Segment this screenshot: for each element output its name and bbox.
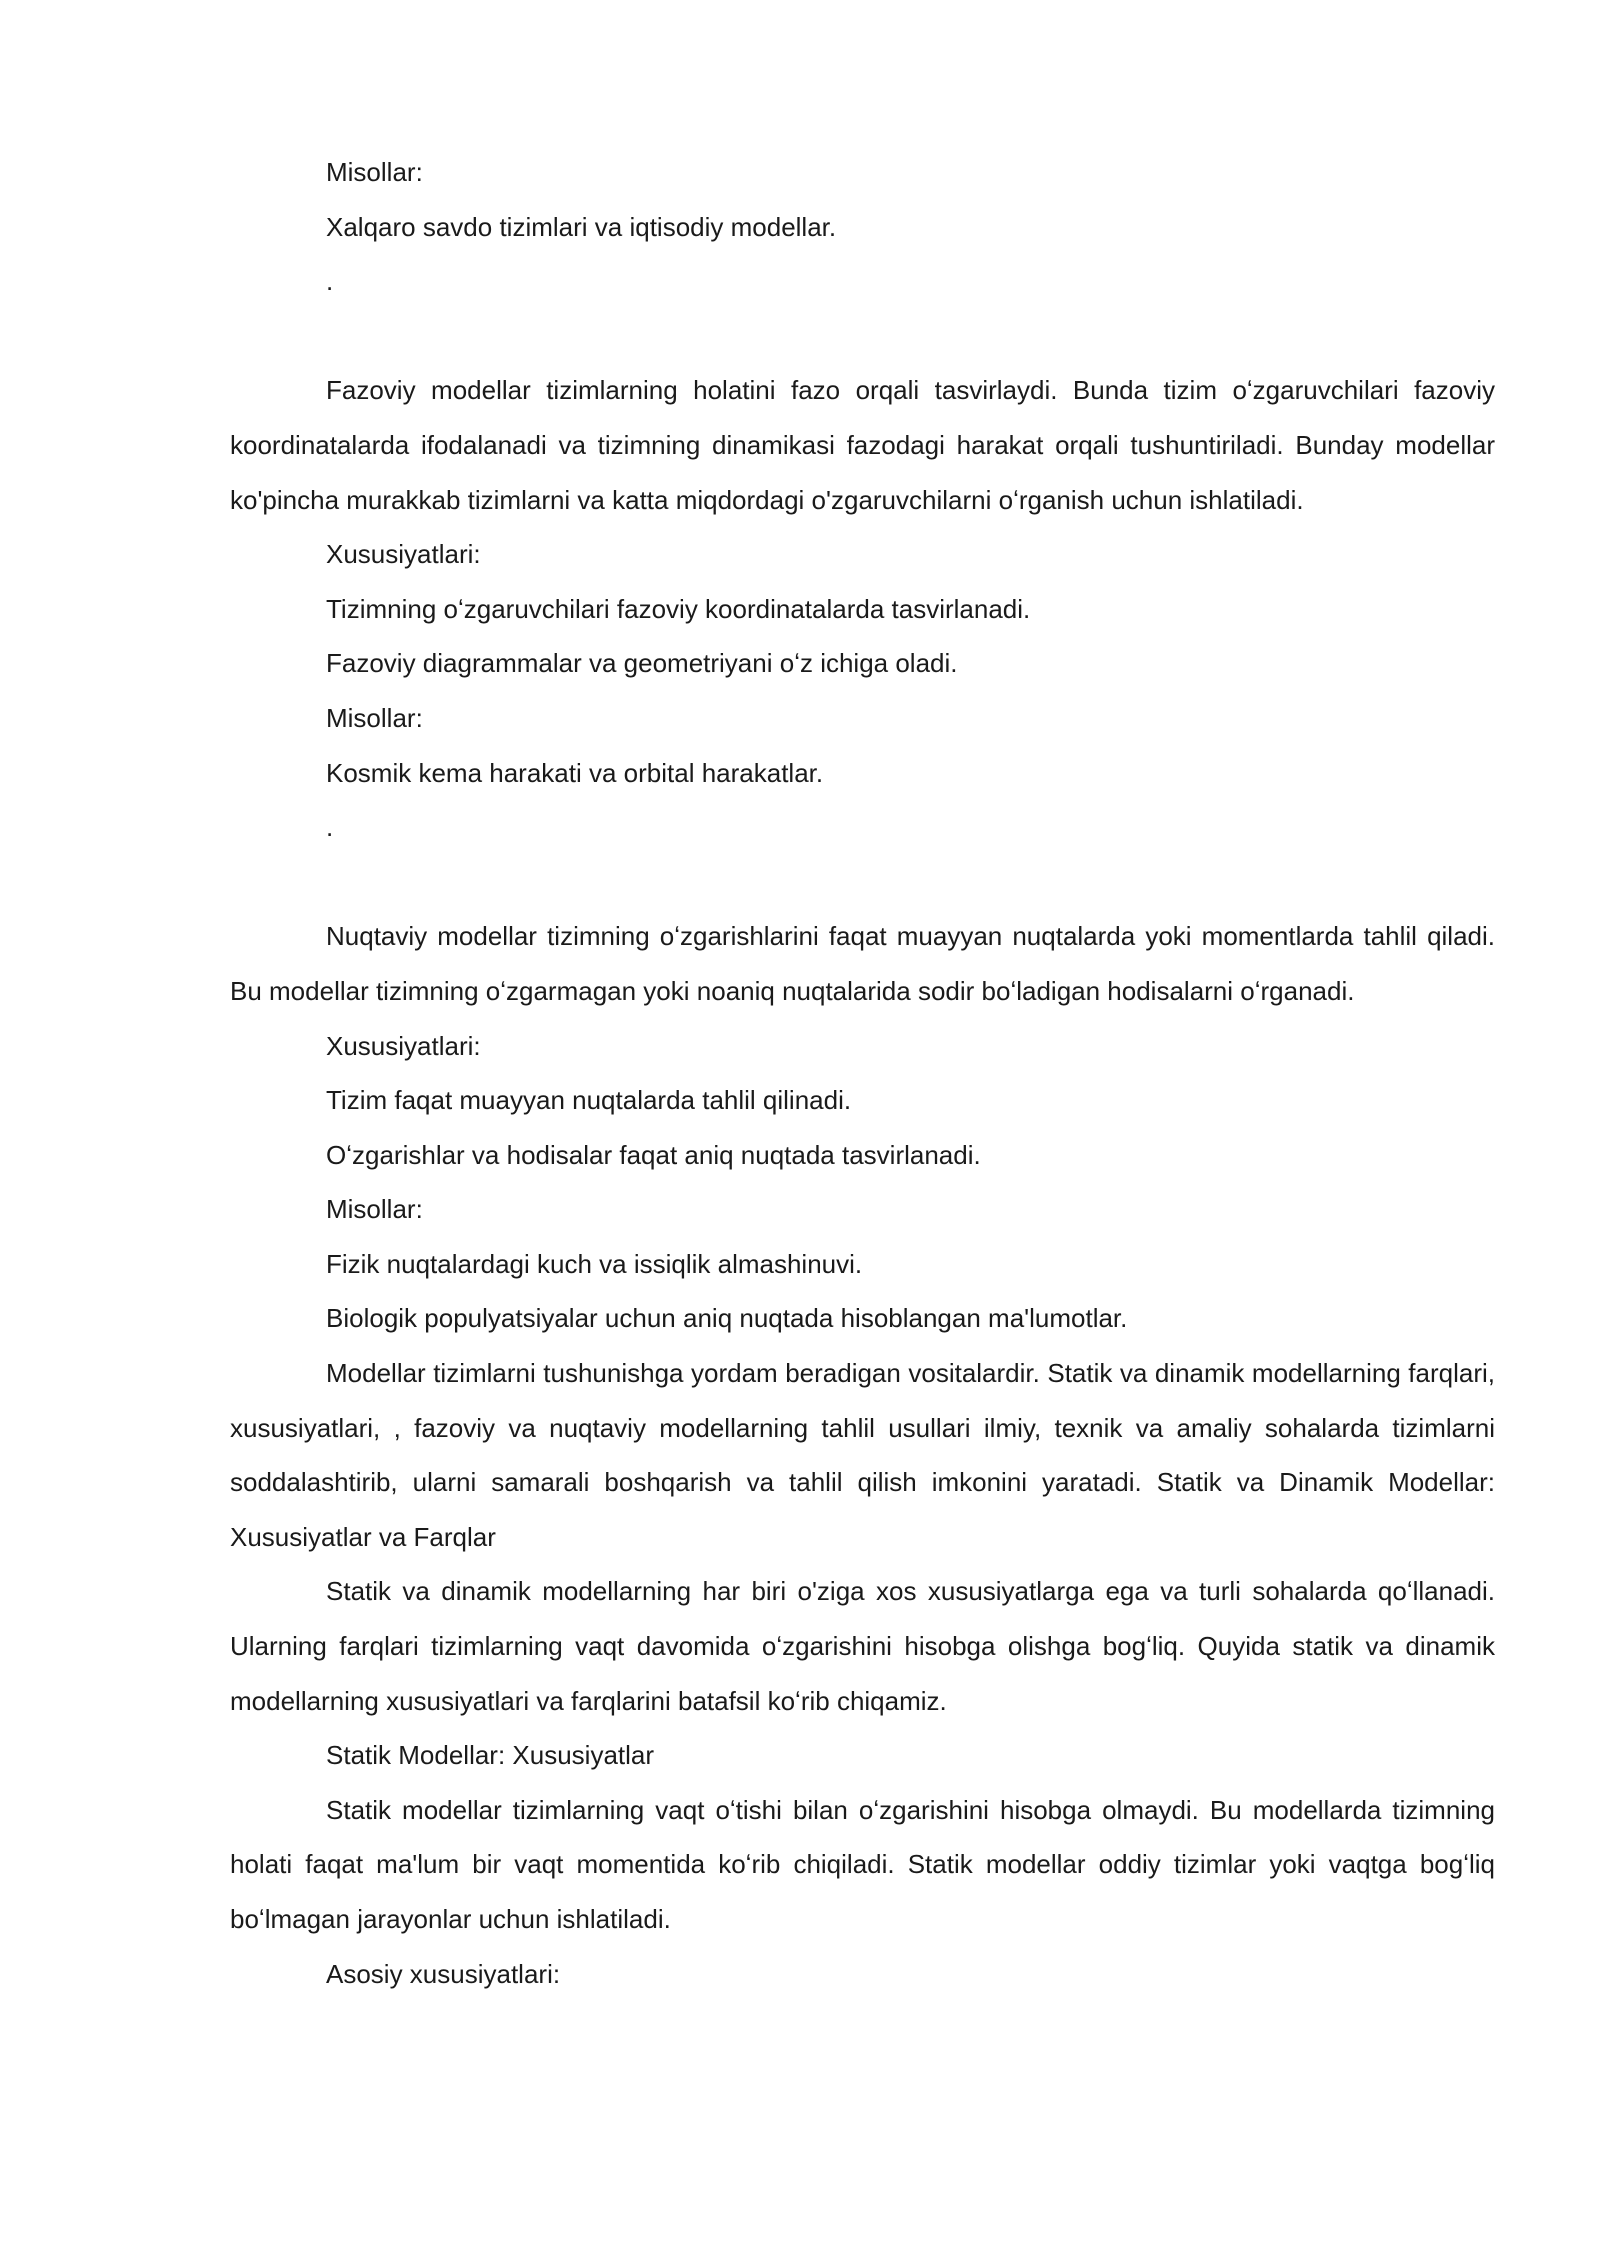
text-line: Biologik populyatsiyalar uchun aniq nuqtada hisoblangan ma'lumotlar. <box>326 1303 1128 1334</box>
text-line: Misollar: <box>326 702 423 733</box>
text-line: Misollar: <box>326 1194 423 1225</box>
text-line: . <box>326 812 334 843</box>
text-line: Kosmik kema harakati va orbital harakatlar. <box>326 757 824 788</box>
text-line: Tizim faqat muayyan nuqtalarda tahlil qilinadi. <box>326 1085 852 1116</box>
text-line: Asosiy xususiyatlari: <box>326 1958 561 1989</box>
paragraph: Statik modellar tizimlarning vaqt oʻtishi bilan oʻzgarishini hisobga olmaydi. Bu modellarda tizimning holati faqat ma'lum bir vaqt momentida koʻrib chiqiladi. Statik modellar oddiy tizimlar yoki vaqtga bogʻliq boʻlmagan jarayonlar uchun ishlatiladi. <box>230 1794 1495 1934</box>
blank-line <box>230 855 1495 910</box>
paragraph: Nuqtaviy modellar tizimning oʻzgarishlarini faqat muayyan nuqtalarda yoki momentlarda tahlil qiladi. Bu modellar tizimning oʻzgarmagan yoki noaniq nuqtalarida sodir boʻladigan hodisalarni oʻrganadi. <box>230 921 1495 1006</box>
text-line: Misollar: <box>326 157 423 187</box>
text-line: Fizik nuqtalardagi kuch va issiqlik almashinuvi. <box>326 1248 863 1279</box>
text-line: Fazoviy diagrammalar va geometriyani oʻz ichiga oladi. <box>326 648 958 679</box>
text-line: . <box>326 266 334 297</box>
text-line: Xususiyatlari: <box>326 539 481 570</box>
text-line: Statik Modellar: Xususiyatlar <box>326 1740 655 1771</box>
paragraph: Fazoviy modellar tizimlarning holatini fazo orqali tasvirlaydi. Bunda tizim oʻzgaruvchilari fazoviy koordinatalarda ifodalanadi va tizimning dinamikasi fazodagi harakat orqali tushuntiriladi. Bunday modellar ko'pincha murakkab tizimlarni va katta miqdordagi o'zgaruvchilarni oʻrganish uchun ishlatiladi. <box>230 375 1495 515</box>
paragraph: Statik va dinamik modellarning har biri o'ziga xos xususiyatlarga ega va turli sohalarda qoʻllanadi. Ularning farqlari tizimlarning vaqt davomida oʻzgarishini hisobga olishga bogʻliq. Quyida statik va dinamik modellarning xususiyatlari va farqlarini batafsil koʻrib chiqamiz. <box>230 1576 1495 1716</box>
paragraph: Modellar tizimlarni tushunishga yordam beradigan vositalardir. Statik va dinamik modellarning farqlari, xususiyatlari, , fazoviy va nuqtaviy modellarning tahlil usullari ilmiy, texnik va amaliy sohalarda tizimlarni soddalashtirib, ularni samarali boshqarish va tahlil qilish imkonini yaratadi. Statik va Dinamik Modellar: Xususiyatlar va Farqlar <box>230 1358 1495 1552</box>
text-line: Xalqaro savdo tizimlari va iqtisodiy modellar. <box>326 211 837 242</box>
document-page <box>230 145 1495 2001</box>
text-line: Tizimning oʻzgaruvchilari fazoviy koordinatalarda tasvirlanadi. <box>326 593 1031 624</box>
text-line: Oʻzgarishlar va hodisalar faqat aniq nuqtada tasvirlanadi. <box>326 1139 981 1170</box>
text-line: Xususiyatlari: <box>326 1030 481 1061</box>
blank-line <box>230 309 1495 364</box>
